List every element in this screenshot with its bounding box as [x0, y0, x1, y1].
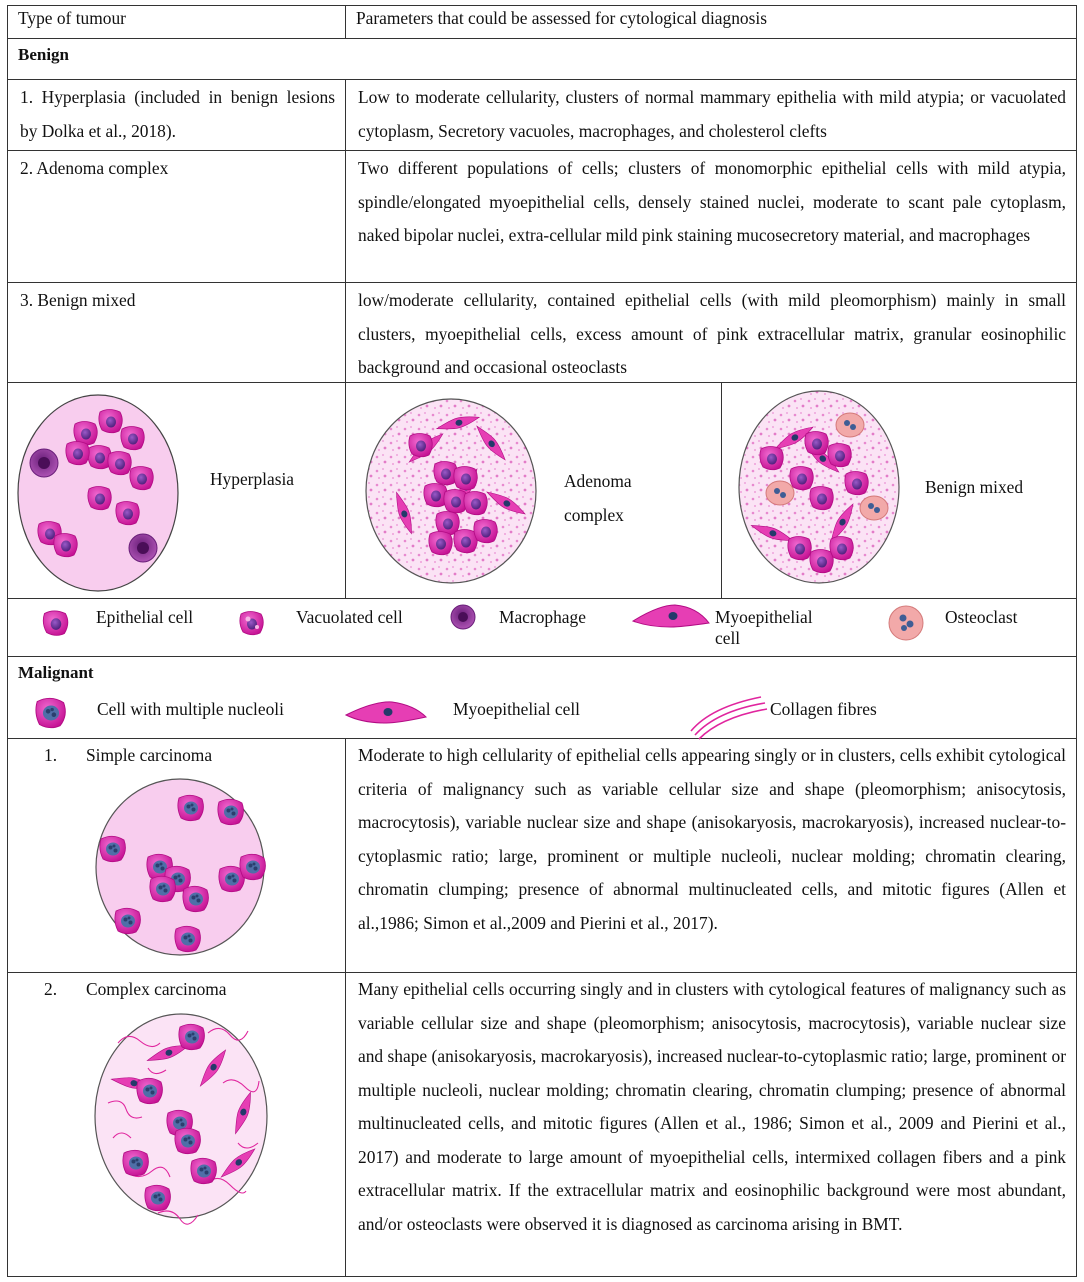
osteoclast-icon: [889, 606, 923, 640]
myoepithelial-cell-icon: [346, 702, 426, 723]
vacuolated-cell-icon: [240, 612, 263, 635]
complex-carcinoma-illustration: [8, 973, 346, 1277]
table-row-adenoma-complex: [7, 151, 1077, 283]
legend-osteoclast-label: Osteoclast: [945, 607, 1018, 627]
tumour-params: Low to moderate cellularity, clusters of normal mammary epithelia with mild atypia; or vacuolated cytoplasm, Secretory vacuoles, macrophages, and cholesterol clefts: [358, 87, 1066, 141]
tumour-type: 1. Hyperplasia (included in benign lesions by Dolka et al., 2018).: [20, 87, 335, 141]
myoepithelial-cell-icon: [633, 605, 709, 627]
adenoma-complex-label-line2: complex: [564, 505, 624, 525]
legend-macrophage-label: Macrophage: [499, 607, 586, 627]
collagen-fibres-icon: [691, 697, 767, 739]
table-row-simple-carcinoma: [7, 739, 1077, 973]
legend-myoepithelial-label-line2: cell: [715, 628, 741, 648]
benign-title: Benign: [18, 45, 70, 64]
adenoma-complex-illustration: [346, 383, 722, 599]
table-row-benign-mixed: [7, 283, 1077, 383]
benign-section-title-row: [7, 39, 1077, 80]
epithelial-cell-icon: [43, 611, 68, 635]
table-row-hyperplasia: [7, 80, 1077, 151]
benign-legend-row: [7, 599, 1077, 657]
tumour-params: low/moderate cellularity, contained epithelial cells (with mild pleomorphism) mainly in small clusters, myoepithelial cells, excess amount of pink extracellular matrix, granular eosinophilic background and occasional osteoclasts: [358, 290, 1066, 377]
hyperplasia-illustration: [8, 383, 346, 599]
header-col1: Type of tumour: [18, 8, 126, 28]
legend-vacuolated-cell-label: Vacuolated cell: [296, 607, 403, 627]
tumour-type: 2. Adenoma complex: [20, 158, 169, 178]
tumour-type: Complex carcinoma: [86, 979, 227, 999]
adenoma-complex-panel: [346, 383, 722, 598]
tumour-params: Moderate to high cellularity of epithelial cells appearing singly or in clusters, cells exhibit cytological criteria of malignancy such as variable cellular size and shape (pleomorphism; anisocytosis, macrocytosis), variable nuclear size and shape (anisokaryosis, macrokaryosis), increased nuclear-to-cytoplasmic ratio; large, prominent or multiple nucleoli, nuclear molding; chromatin clearing, chromatin clumping; presence of abnormal multinucleated cells, and mitotic figures (Allen et al.,1986; Simon et al.,2009 and Pierini et al., 2017).: [358, 745, 1066, 933]
macrophage-icon: [451, 605, 475, 629]
table-row-complex-carcinoma: [7, 973, 1077, 1277]
legend-multinucleoli-label: Cell with multiple nucleoli: [97, 699, 284, 719]
legend-collagen-label: Collagen fibres: [770, 699, 877, 719]
tumour-params: Two different populations of cells; clusters of monomorphic epithelial cells with mild atypia, spindle/elongated myoepithelial cells, densely stained nuclei, moderate to scant pale cytoplasm, naked bipolar nuclei, extra-cellular mild pink staining mucosecretory material, and macrophages: [358, 158, 1066, 245]
cytology-table: [7, 5, 1077, 1277]
legend-malignant-myoepithelial-label: Myoepithelial cell: [453, 699, 581, 719]
row-number: 1.: [44, 745, 58, 765]
tumour-type: Simple carcinoma: [86, 745, 213, 765]
table-header-row: [7, 5, 1077, 39]
malignant-header-row: [7, 657, 1077, 739]
malignant-title: Malignant: [18, 663, 94, 682]
benign-mixed-panel: [722, 383, 1076, 598]
hyperplasia-panel: [8, 383, 346, 598]
simple-carcinoma-illustration: [8, 739, 346, 973]
hyperplasia-label: Hyperplasia: [210, 469, 295, 489]
tumour-type: 3. Benign mixed: [20, 290, 136, 310]
malignant-legend-icons: [8, 657, 1078, 739]
benign-illustrations-row: [7, 383, 1077, 599]
legend-myoepithelial-label-line1: Myoepithelial: [715, 607, 813, 627]
header-col2: Parameters that could be assessed for cytological diagnosis: [356, 8, 767, 28]
multinucleoli-cell-icon: [36, 698, 65, 727]
legend-epithelial-cell-label: Epithelial cell: [96, 607, 194, 627]
tumour-params: Many epithelial cells occurring singly and in clusters with cytological features of malignancy such as variable cellular size and shape (pleomorphism; anisocytosis, macrocytosis), variable nuclear size and shape (anisokaryosis, macrokaryosis), increased nuclear-to-cytoplasmic ratio; large, prominent or multiple nucleoli, nuclear molding; chromatin clearing, chromatin clumping; presence of abnormal multinucleated cells, and mitotic figures (Allen et al., 1986; Simon et al., 2009 and Pierini et al., 2017) and moderate to large amount of myoepithelial cells, intermixed collagen fibers and a pink extracellular matrix. If the extracellular matrix and eosinophilic background were most abundant, and/or osteoclasts were observed it is diagnosed as carcinoma arising in BMT.: [358, 979, 1066, 1234]
adenoma-complex-label-line1: Adenoma: [564, 471, 632, 491]
benign-mixed-label: Benign mixed: [925, 477, 1024, 497]
row-number: 2.: [44, 979, 58, 999]
